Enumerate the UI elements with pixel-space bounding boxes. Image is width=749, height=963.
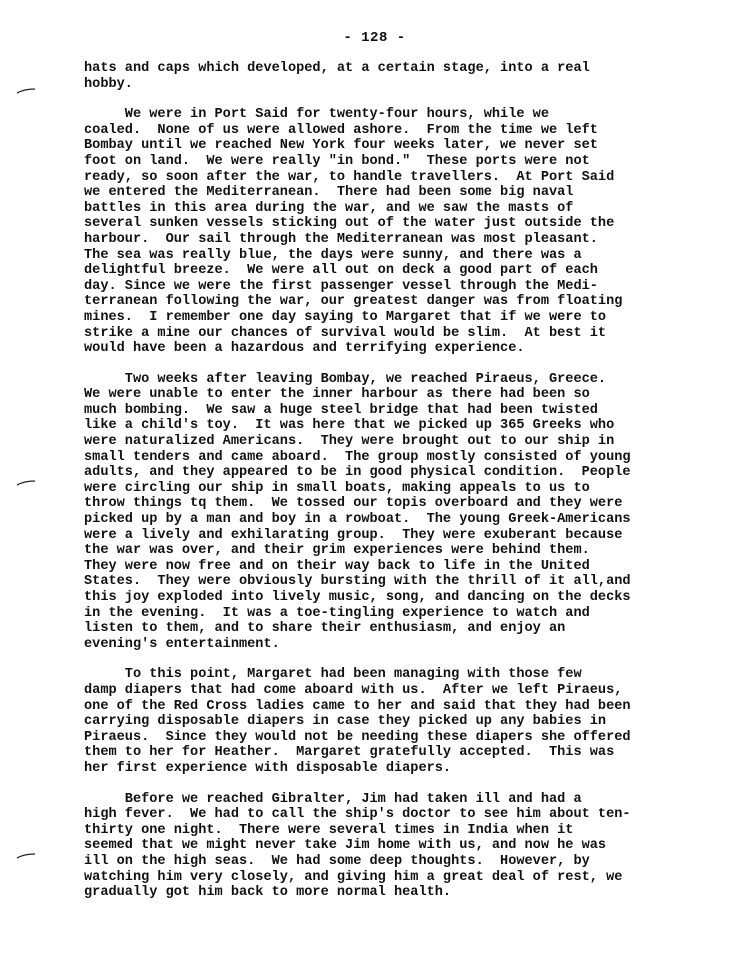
margin-mark (16, 853, 36, 859)
text-line: like a child's toy. It was here that we picked up 365 Greeks who (84, 418, 615, 434)
text-line: Two weeks after leaving Bombay, we reached Piraeus, Greece. (84, 371, 607, 387)
text-line: them to her for Heather. Margaret gratefully accepted. This was (84, 745, 615, 761)
text-line: gradually got him back to more normal health. (84, 885, 452, 901)
text-line: day. Since we were the first passenger vessel through the Medi- (84, 278, 598, 294)
text-line: in the evening. It was a toe-tingling experience to watch and (84, 605, 590, 621)
text-line: evening's entertainment. (84, 636, 280, 652)
text-line: ill on the high seas. We had some deep thoughts. However, by (84, 853, 590, 869)
text-line: ready, so soon after the war, to handle travellers. At Port Said (84, 169, 615, 185)
text-line: hobby. (84, 76, 133, 92)
page-number: - 128 - (343, 30, 406, 46)
text-line: States. They were obviously bursting with the thrill of it all,and (84, 574, 631, 590)
text-line: delightful breeze. We were all out on deck a good part of each (84, 263, 598, 279)
margin-mark (16, 480, 36, 486)
text-line: damp diapers that had come aboard with us. After we left Piraeus, (84, 682, 623, 698)
text-line: one of the Red Cross ladies came to her and said that they had been (84, 698, 631, 714)
text-line: small tenders and came aboard. The group mostly consisted of young (84, 449, 631, 465)
text-line: strike a mine our chances of survival would be slim. At best it (84, 325, 607, 341)
text-line: We were unable to enter the inner harbour as there had been so (84, 387, 590, 403)
text-line: Bombay until we reached New York four weeks later, we never set (84, 138, 598, 154)
text-line: we entered the Mediterranean. There had been some big naval (84, 185, 574, 201)
text-line: adults, and they appeared to be in good physical condition. People (84, 465, 631, 481)
text-line: The sea was really blue, the days were sunny, and there was a (84, 247, 582, 263)
text-line: throw things tq them. We tossed our topis overboard and they were (84, 496, 623, 512)
text-line: coaled. None of us were allowed ashore. From the time we left (84, 122, 598, 138)
paragraph (84, 61, 700, 92)
body-text (84, 61, 700, 916)
margin-mark (16, 88, 36, 94)
text-line: were a lively and exhilarating group. They were exuberant because (84, 527, 623, 543)
text-line: Piraeus. Since they would not be needing these diapers she offered (84, 729, 631, 745)
text-line: thirty one night. There were several times in India when it (84, 822, 574, 838)
text-line: To this point, Margaret had been managing with those few (84, 667, 582, 683)
text-line: were naturalized Americans. They were brought out to our ship in (84, 434, 615, 450)
text-line: seemed that we might never take Jim home with us, and now he was (84, 838, 607, 854)
text-line: They were now free and on their way back to life in the United (84, 558, 590, 574)
text-line: this joy exploded into lively music, song, and dancing on the decks (84, 590, 631, 605)
text-line: watching him very closely, and giving him a great deal of rest, we (84, 869, 623, 885)
text-line: high fever. We had to call the ship's doctor to see him about ten- (84, 807, 631, 823)
text-line: listen to them, and to share their enthusiasm, and enjoy an (84, 621, 566, 637)
text-line: the war was over, and their grim experiences were behind them. (84, 543, 590, 559)
text-line: Before we reached Gibralter, Jim had taken ill and had a (84, 791, 582, 807)
text-line: battles in this area during the war, and we saw the masts of (84, 200, 574, 216)
paragraph (84, 107, 700, 357)
paragraph (84, 792, 700, 901)
text-line: harbour. Our sail through the Mediterranean was most pleasant. (84, 231, 598, 247)
text-line: carrying disposable diapers in case they picked up any babies in (84, 714, 607, 730)
text-line: her first experience with disposable diapers. (84, 760, 452, 776)
text-line: picked up by a man and boy in a rowboat. The young Greek-Americans (84, 512, 631, 528)
text-line: several sunken vessels sticking out of the water just outside the (84, 216, 615, 232)
text-line: would have been a hazardous and terrifying experience. (84, 341, 525, 357)
text-line: were circling our ship in small boats, making appeals to us to (84, 480, 590, 496)
text-line: We were in Port Said for twenty-four hours, while we (84, 107, 549, 123)
paragraph (84, 372, 700, 653)
paragraph (84, 667, 700, 776)
text-line: hats and caps which developed, at a certain stage, into a real (84, 61, 590, 76)
text-line: terranean following the war, our greatest danger was from floating (84, 294, 623, 310)
text-line: much bombing. We saw a huge steel bridge that had been twisted (84, 402, 598, 418)
text-line: foot on land. We were really "in bond." These ports were not (84, 153, 590, 169)
text-line: mines. I remember one day saying to Margaret that if we were to (84, 309, 607, 325)
